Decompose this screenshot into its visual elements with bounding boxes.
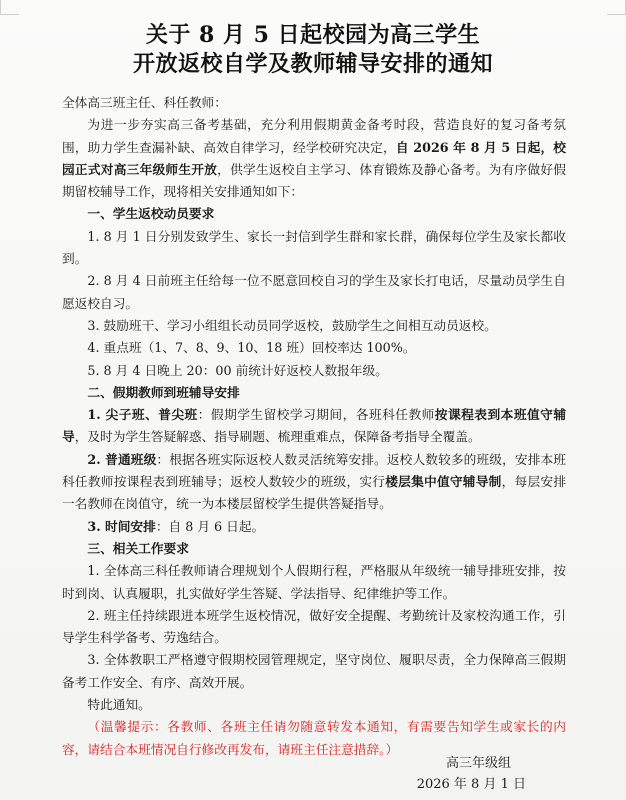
section-1-heading: 一、学生返校动员要求 bbox=[87, 206, 215, 222]
section-2-item-1-label: 1. 尖子班、普尖班 bbox=[87, 407, 198, 423]
section-2-item-2-text-1: ：根据各班实际返校人数灵活统筹安排。返校人数较多的班级，安排本班科任教师按课程表到班辅导；返校人数较少的班级，实行 bbox=[62, 451, 566, 490]
section-2-item-1 bbox=[62, 404, 566, 449]
section-2-item-1-emphasis: 按课程表到本班值守辅导 bbox=[62, 407, 567, 445]
page-corner-mark-left bbox=[0, 0, 19, 15]
section-2-item-3-label: 3. 时间安排 bbox=[87, 518, 156, 534]
section-2-item-1-text-1: ：假期学生留校学习期间，各班科任教师 bbox=[197, 407, 435, 423]
section-1-item: 5. 8 月 4 日晚上 20：00 前统计好返校人数报年级。 bbox=[87, 362, 388, 378]
section-2-item-3-text: ：自 8 月 6 日起。 bbox=[155, 518, 265, 534]
section-3-item: 2. 班主任持续跟进本班学生返校情况，做好安全提醒、考勤统计及家校沟通工作，引导学生科学备考、劳逸结合。 bbox=[62, 607, 566, 646]
section-1-item: 1. 8 月 1 日分别发致学生、家长一封信到学生群和家长群，确保每位学生及家长都收到。 bbox=[62, 228, 566, 267]
page-corner-mark-right bbox=[607, 0, 626, 15]
section-2-item-2-label: 2. 普通班级 bbox=[87, 451, 157, 467]
intro-text-2: ，供学生返校自主学习、体育锻炼及静心备考。为有序做好假期留校辅导工作，现将相关安排通知如下： bbox=[62, 161, 567, 200]
section-2-item-3 bbox=[62, 516, 566, 538]
section-2-item-2-text-2: ，每层安排一名教师在岗值守，统一为本楼层留校学生提供答疑指导。 bbox=[62, 474, 567, 512]
section-1-item: 4. 重点班（1、7、8、9、10、18 班）回校率达 100%。 bbox=[87, 340, 416, 356]
signature-organization: 高三年级组 bbox=[445, 756, 511, 771]
section-2-item-1-text-2: ，及时为学生答疑解惑、指导刷题、梳理重难点，保障备考指导全覆盖。 bbox=[74, 429, 481, 445]
section-1-item: 2. 8 月 4 日前班主任给每一位不愿意回校自习的学生及家长打电话，尽量动员学生自愿返校自习。 bbox=[62, 273, 566, 311]
section-1-item: 3. 鼓励班干、学习小组组长动员同学返校，鼓励学生之间相互动员返校。 bbox=[87, 317, 497, 333]
section-2-item-2-emphasis: 楼层集中值守辅导制 bbox=[385, 474, 502, 490]
intro-emphasis: 自 2026 年 8 月 5 日起，校园正式对高三年级师生开放 bbox=[62, 139, 566, 177]
warm-tip: （温馨提示：各教师、各班主任请勿随意转发本通知，有需要告知学生或家长的内容，请结合本班情况自行修改再发布，请班主任注意措辞。） bbox=[62, 719, 566, 757]
document-title-line-1: 关于 8 月 5 日起校园为高三学生 bbox=[145, 22, 481, 48]
signature-date: 2026 年 8 月 1 日 bbox=[416, 777, 526, 792]
closing-line: 特此通知。 bbox=[87, 697, 151, 713]
section-3-item: 3. 全体教职工严格遵守假期校园管理规定，坚守岗位、履职尽责，全力保障高三假期备考工作安全、有序、高效开展。 bbox=[62, 652, 566, 690]
salutation: 全体高三班主任、科任教师： bbox=[62, 95, 227, 110]
section-3-item: 1. 全体高三科任教师请合理规划个人假期行程，严格服从年级统一辅导排班安排，按时到岗、认真履职，扎实做好学生答疑、学法指导、纪律维护等工作。 bbox=[62, 563, 566, 601]
intro-paragraph bbox=[62, 114, 566, 203]
section-2-heading: 二、假期教师到班辅导安排 bbox=[87, 384, 240, 400]
intro-text-1: 为进一步夯实高三备考基础，充分利用假期黄金备考时段，营造良好的复习备考氛围，助力学生查漏补缺、高效自律学习，经学校研究决定， bbox=[62, 117, 566, 155]
section-2-item-2 bbox=[62, 449, 566, 516]
section-3-heading: 三、相关工作要求 bbox=[87, 540, 189, 556]
document-body bbox=[62, 92, 566, 761]
document-title-line-2: 开放返校自学及教师辅导安排的通知 bbox=[132, 51, 493, 77]
